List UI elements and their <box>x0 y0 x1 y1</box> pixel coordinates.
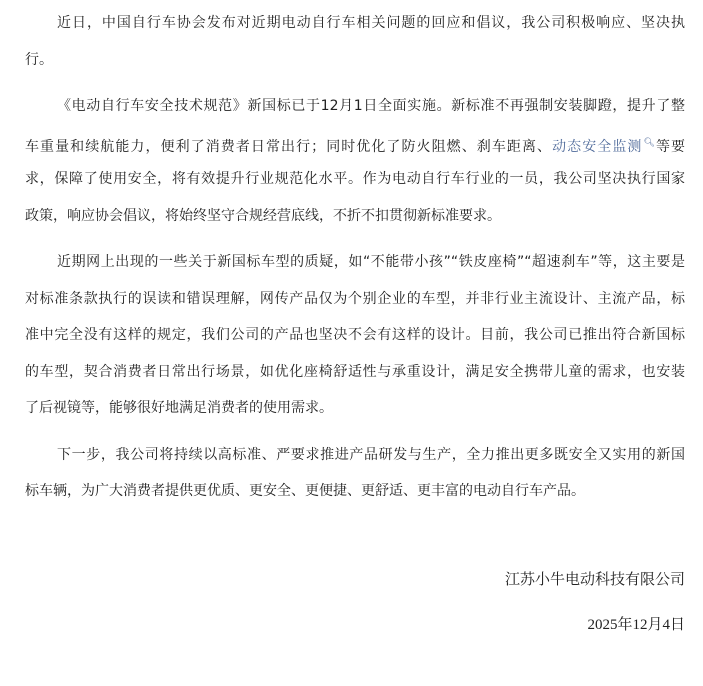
text-line-with-link <box>25 125 685 162</box>
text-line: 近日，中国自行车协会发布对近期电动自行车相关问题的回应和倡议，我公司积极响应、坚决执 <box>57 15 685 31</box>
text-line: 求，保障了使用安全，将有效提升行业规范化水平。作为电动自行车行业的一员，我公司坚决执行国家 <box>25 171 685 187</box>
paragraph-1 <box>25 5 685 78</box>
statement-body <box>25 5 685 520</box>
search-icon[interactable]: 🔍︎ <box>643 137 656 148</box>
text-line: 下一步，我公司将持续以高标准、严要求推进产品研发与生产，全力推出更多既安全又实用的新国 <box>57 446 685 463</box>
text-line: 的车型，契合消费者日常出行场景，如优化座椅舒适性与承重设计，满足安全携带儿童的需求，也安装 <box>25 363 685 380</box>
text-segment: 等要 <box>655 138 686 155</box>
paragraph-4 <box>25 437 685 510</box>
signature-company: 江苏小牛电动科技有限公司 <box>504 570 685 588</box>
text-line: 了后视镜等，能够很好地满足消费者的使用需求。 <box>25 400 333 416</box>
text-line: 近期网上出现的一些关于新国标车型的质疑，如“不能带小孩”“铁皮座椅”“超速刹车”等，这主要是 <box>57 254 685 270</box>
text-line: 《电动自行车安全技术规范》新国标已于12月1日全面实施。新标准不再强制安装脚蹬，提升了整 <box>57 98 685 114</box>
signature-date: 2025年12月4日 <box>587 617 685 633</box>
text-line: 标车辆，为广大消费者提供更优质、更安全、更便捷、更舒适、更丰富的电动自行车产品。 <box>25 483 585 499</box>
text-line: 准中完全没有这样的规定，我们公司的产品也坚决不会有这样的设计。目前，我公司已推出符合新国标 <box>25 327 685 343</box>
text-line: 行。 <box>25 51 53 68</box>
paragraph-3 <box>25 244 685 427</box>
text-line: 政策，响应协会倡议，将始终坚守合规经营底线，不折不扣贯彻新标准要求。 <box>25 207 501 224</box>
paragraph-2 <box>25 88 685 234</box>
text-line: 对标准条款执行的误读和错误理解，网传产品仅为个别企业的车型，并非行业主流设计、主流产品，标 <box>25 290 685 307</box>
keyword-link[interactable]: 动态安全监测 <box>552 138 643 155</box>
text-segment: 车重量和续航能力，便利了消费者日常出行；同时优化了防火阻燃、刹车距离、 <box>25 138 553 155</box>
